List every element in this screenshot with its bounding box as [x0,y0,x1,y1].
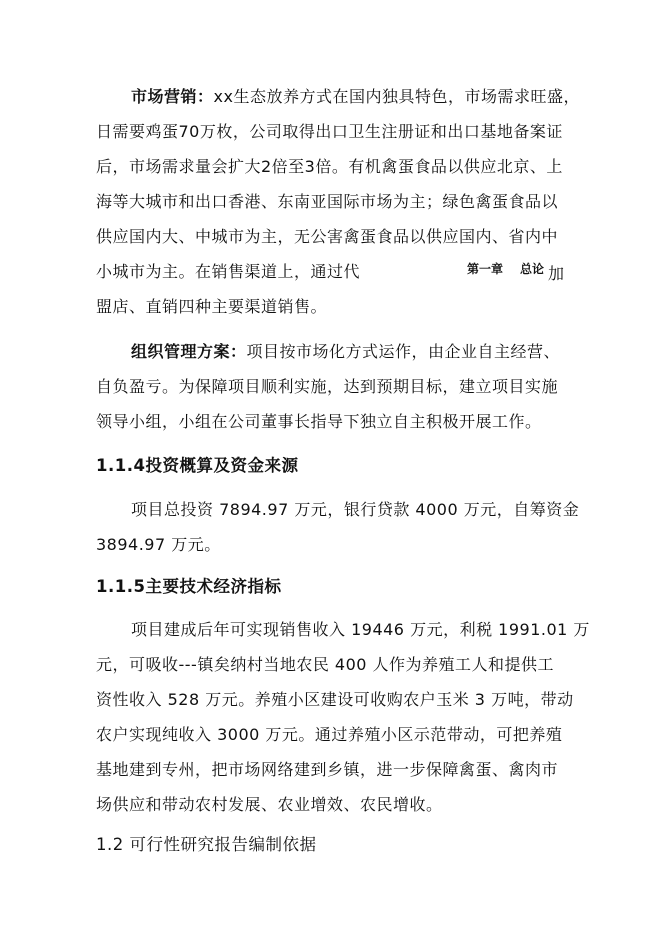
paragraph-line: 海等大城市和出口香港、东南亚国际市场为主；绿色禽蛋食品以 [96,192,559,211]
paragraph-fragment: 加 [548,264,565,283]
paragraph-line: 小城市为主。在销售渠道上，通过代 [96,262,361,281]
paragraph-line: 农户实现纯收入 3000 万元。通过养殖小区示范带动，可把养殖 [96,725,563,744]
paragraph-text: 项目按市场化方式运作，由企业自主经营、 [246,342,561,361]
paragraph-line: 日需要鸡蛋70万枚，公司取得出口卫生注册证和出口基地备案证 [96,122,563,141]
running-header-title: 总论 [520,262,545,276]
paragraph-lead-marketing: 市场营销： [131,87,214,106]
paragraph-line [131,341,560,363]
paragraph-line: 项目总投资 7894.97 万元，银行贷款 4000 万元，自筹资金 [131,500,580,519]
paragraph-lead-organization: 组织管理方案： [131,342,247,361]
paragraph-line: 资性收入 528 万元。养殖小区建设可收购农户玉米 3 万吨，带动 [96,690,574,709]
section-heading-1-1-4: 1.1.4投资概算及资金来源 [96,456,299,475]
paragraph-line: 自负盈亏。为保障项目顺利实施，达到预期目标，建立项目实施 [96,377,559,396]
paragraph-line: 场供应和带动农村发展、农业增效、农民增收。 [96,795,443,814]
paragraph-line: 领导小组，小组在公司董事长指导下独立自主积极开展工作。 [96,412,542,431]
section-heading-1-2: 1.2 可行性研究报告编制依据 [96,835,317,854]
paragraph-line: 后，市场需求量会扩大2倍至3倍。有机禽蛋食品以供应北京、上 [96,157,563,176]
running-header-chapter: 第一章 [467,262,504,276]
section-heading-1-1-5: 1.1.5主要技术经济指标 [96,577,282,596]
paragraph-line: 元，可吸收---镇矣纳村当地农民 400 人作为养殖工人和提供工 [96,655,555,674]
paragraph-line: 基地建到专州，把市场网络建到乡镇，进一步保障禽蛋、禽肉市 [96,760,559,779]
paragraph-line [131,86,580,108]
paragraph-line: 项目建成后年可实现销售收入 19446 万元，利税 1991.01 万 [131,620,590,639]
paragraph-line: 盟店、直销四种主要渠道销售。 [96,297,328,316]
paragraph-line: 供应国内大、中城市为主，无公害禽蛋食品以供应国内、省内中 [96,227,559,246]
paragraph-line: 3894.97 万元。 [96,535,221,554]
paragraph-text: xx生态放养方式在国内独具特色，市场需求旺盛， [213,87,580,106]
